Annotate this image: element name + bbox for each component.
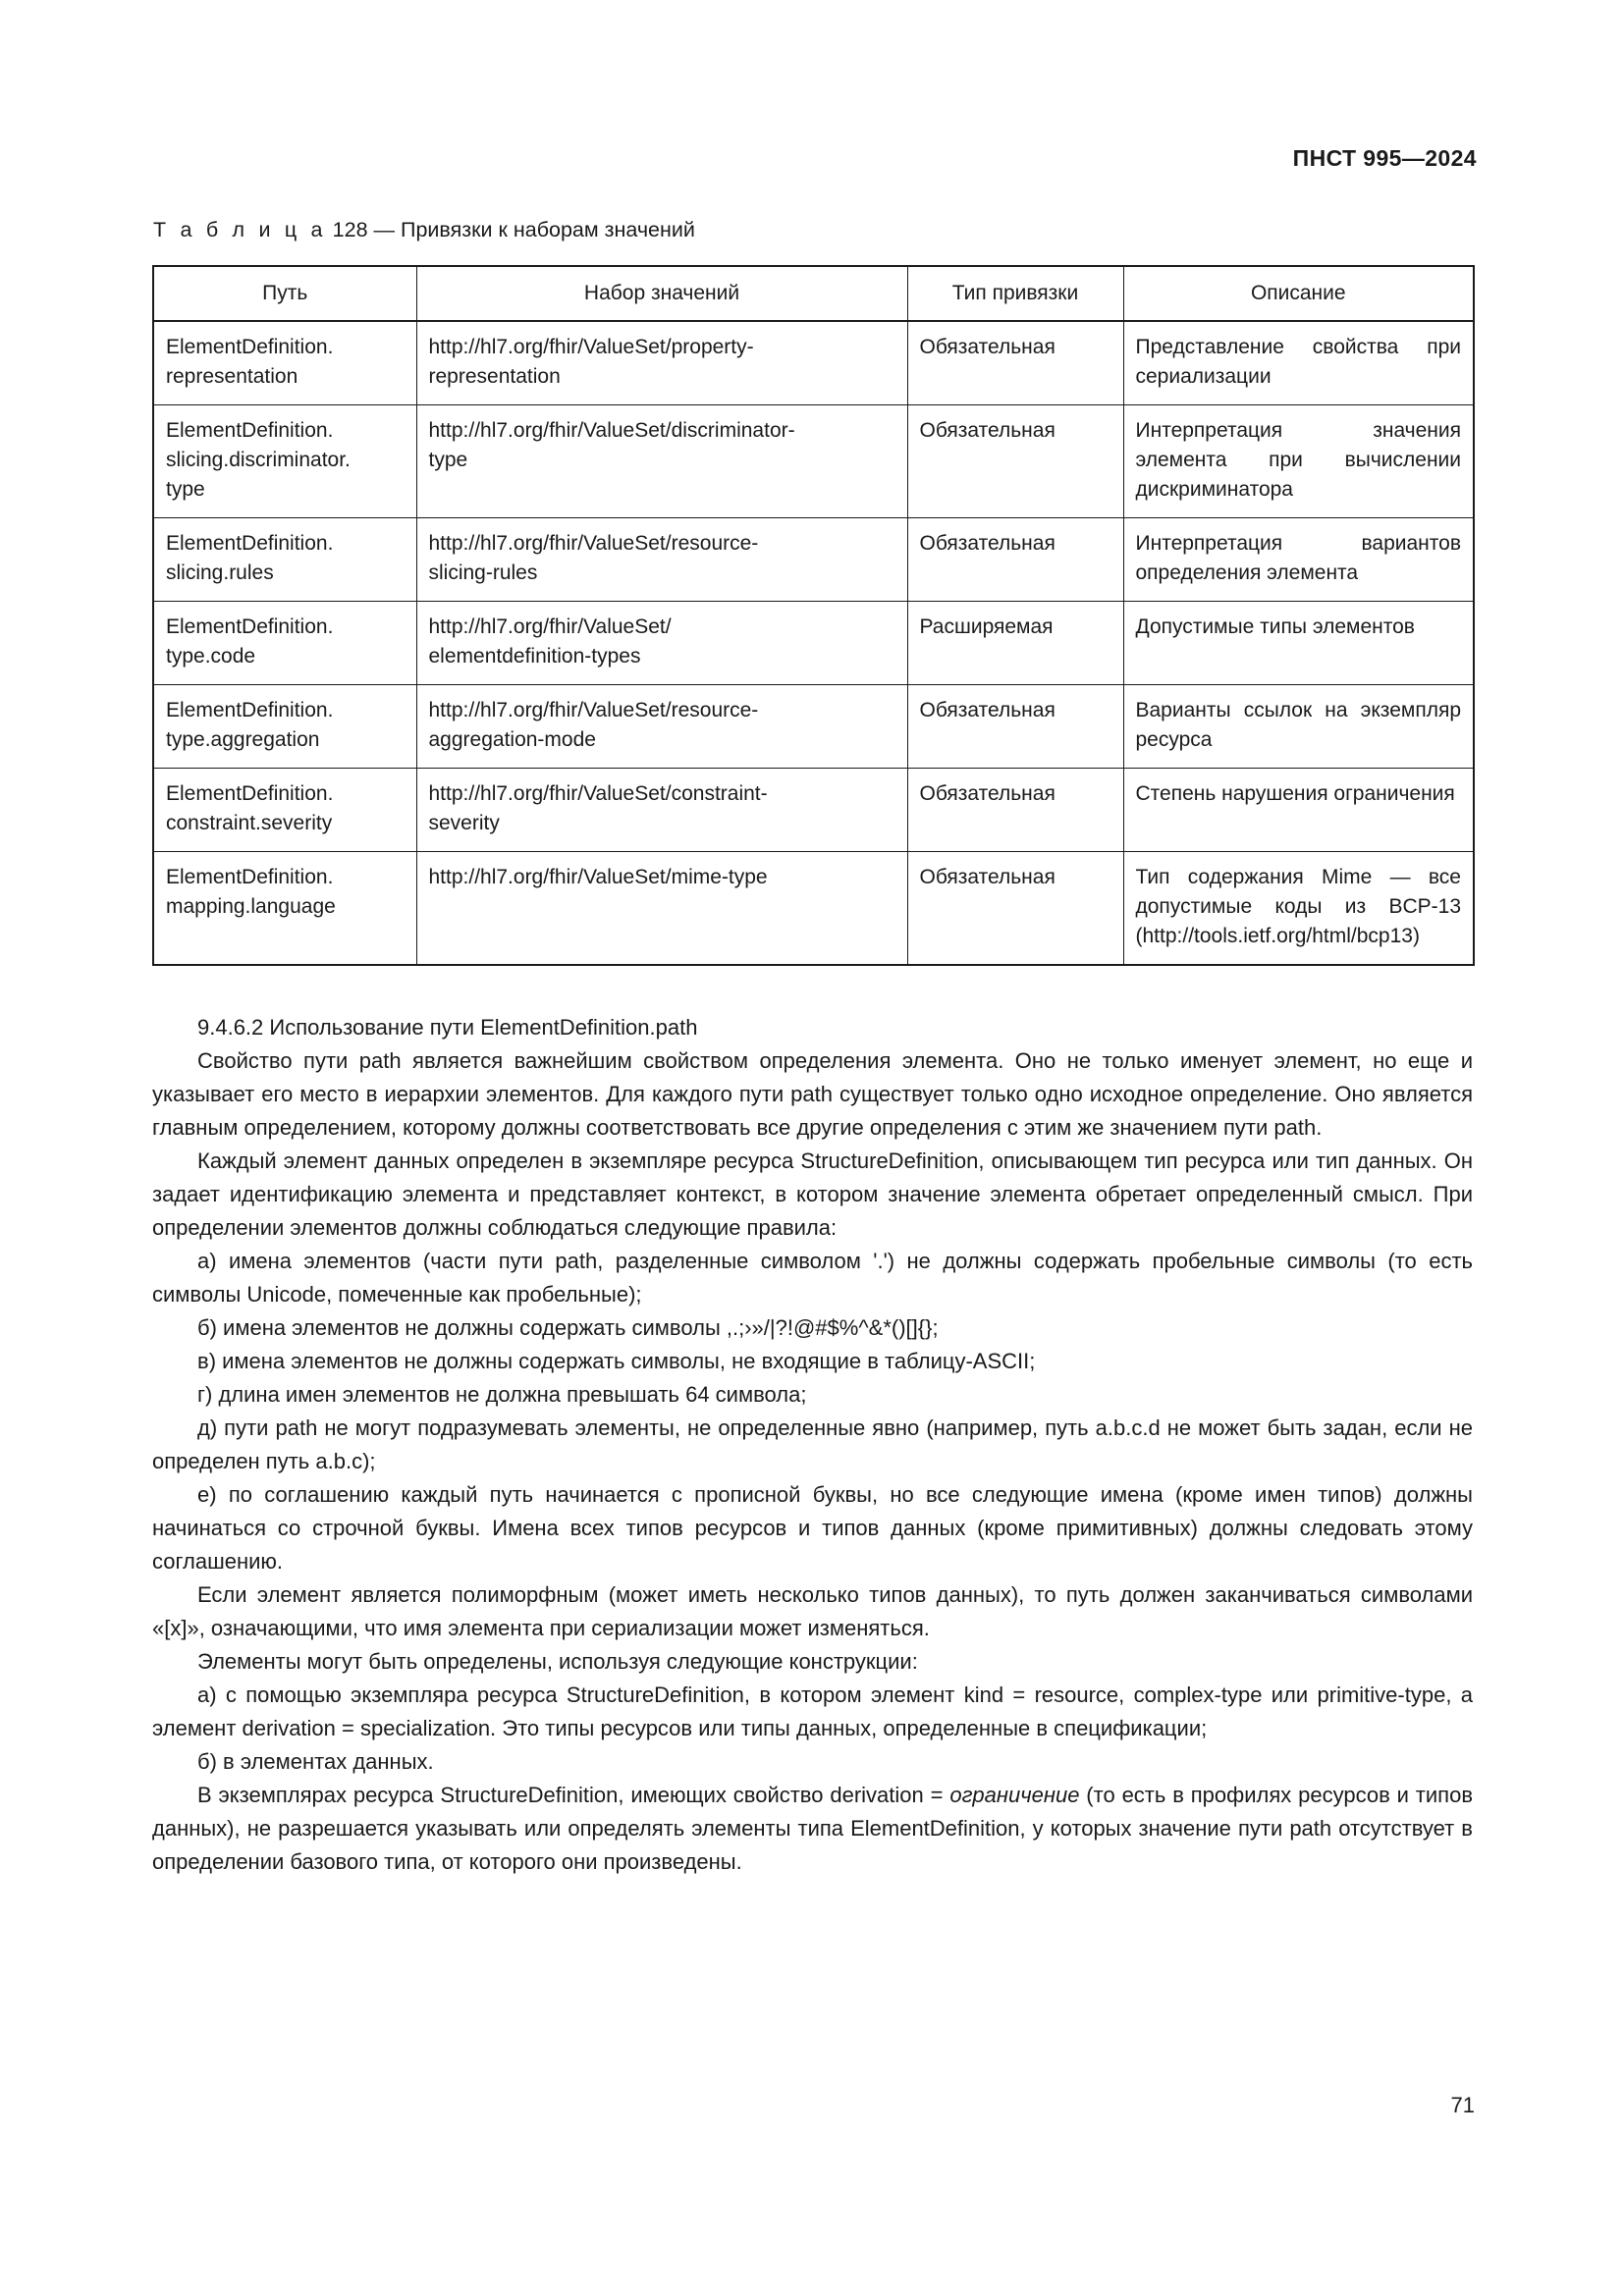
- cell-description: Тип содержания Mime — все допустимые коды из BCP-13 (http://tools.ietf.org/html/bcp13): [1123, 852, 1474, 966]
- column-header-description: Описание: [1123, 266, 1474, 321]
- cell-path: ElementDefinition. representation: [153, 321, 416, 405]
- column-header-bindingtype: Тип привязки: [907, 266, 1123, 321]
- cell-valueset: http://hl7.org/fhir/ValueSet/constraint- severity: [416, 769, 907, 852]
- list-item-g: г) длина имен элементов не должна превышать 64 символа;: [197, 1381, 807, 1407]
- cell-binding-type: Обязательная: [907, 321, 1123, 405]
- cell-valueset: http://hl7.org/fhir/ValueSet/resource- slicing-rules: [416, 518, 907, 602]
- list-item-b2: б) в элементах данных.: [197, 1748, 434, 1774]
- paragraph-path-property: Свойство пути path является важнейшим свойством определения элемента. Оно не только именует элемент, но еще и указывает его место в иерархии элементов. Для каждого пути path существует только одно исходное определение. Оно является главным определением, которому должны соответствовать все другие определения с этим же значением пути path.: [152, 1047, 1473, 1140]
- cell-description: Степень нарушения ограничения: [1123, 769, 1474, 852]
- table-row: [153, 769, 1474, 852]
- derivation-text-part2: (то есть в профилях ресурсов и типов данных), не разрешается указывать или определять элементы типа ElementDefinition, у которых значение пути path отсутствует в определении базового типа, от которого они произведены.: [152, 1782, 1474, 1874]
- cell-binding-type: Обязательная: [907, 769, 1123, 852]
- column-header-path: Путь: [153, 266, 416, 321]
- cell-valueset: http://hl7.org/fhir/ValueSet/discriminator- type: [416, 405, 907, 518]
- paragraph-data-element: Каждый элемент данных определен в экземпляре ресурса StructureDefinition, описывающем тип ресурса или тип данных. Он задает идентификацию элемента и представляет контекст, в котором значение элемента обретает определенный смысл. При определении элементов должны соблюдаться следующие правила:: [152, 1148, 1473, 1240]
- cell-description: Интерпретация вариантов определения элемента: [1123, 518, 1474, 602]
- body-text: [152, 1011, 1473, 1879]
- cell-binding-type: Расширяемая: [907, 602, 1123, 685]
- list-item-b: б) имена элементов не должны содержать символы ,.;›»/|?!@#$%^&*()[]{};: [197, 1314, 939, 1340]
- cell-path: ElementDefinition. constraint.severity: [153, 769, 416, 852]
- cell-valueset: http://hl7.org/fhir/ValueSet/property- representation: [416, 321, 907, 405]
- bindings-table: [152, 265, 1475, 966]
- table-caption: [153, 218, 695, 242]
- derivation-italic-term: ограничение: [949, 1782, 1080, 1807]
- cell-description: Допустимые типы элементов: [1123, 602, 1474, 685]
- table-row: [153, 852, 1474, 966]
- table-row: [153, 602, 1474, 685]
- table-caption-number: 128: [332, 218, 368, 241]
- cell-binding-type: Обязательная: [907, 518, 1123, 602]
- column-header-valueset: Набор значений: [416, 266, 907, 321]
- table-caption-label: Т а б л и ц а: [153, 218, 327, 241]
- table-header-row: [153, 266, 1474, 321]
- list-item-a: а) имена элементов (части пути path, разделенные символом '.') не должны содержать пробельные символы (то есть символы Unicode, помеченные как пробельные);: [152, 1248, 1473, 1307]
- cell-description: Варианты ссылок на экземпляр ресурса: [1123, 685, 1474, 769]
- page-number: 71: [1450, 2093, 1475, 2117]
- cell-valueset: http://hl7.org/fhir/ValueSet/ elementdefinition-types: [416, 602, 907, 685]
- running-header-standard-id: ПНСТ 995—2024: [1292, 145, 1477, 171]
- table-row: [153, 321, 1474, 405]
- list-item-v: в) имена элементов не должны содержать символы, не входящие в таблицу-ASCII;: [197, 1348, 1036, 1373]
- cell-valueset: http://hl7.org/fhir/ValueSet/mime-type: [416, 852, 907, 966]
- cell-binding-type: Обязательная: [907, 685, 1123, 769]
- cell-path: ElementDefinition. slicing.rules: [153, 518, 416, 602]
- cell-path: ElementDefinition. mapping.language: [153, 852, 416, 966]
- cell-binding-type: Обязательная: [907, 852, 1123, 966]
- derivation-text-part1: В экземплярах ресурса StructureDefinition, имеющих свойство derivation =: [197, 1782, 950, 1807]
- section-heading: 9.4.6.2 Использование пути ElementDefinition.path: [197, 1015, 698, 1040]
- list-item-d: д) пути path не могут подразумевать элементы, не определенные явно (например, путь a.b.c.d не может быть задан, если не определен путь a.b.c);: [152, 1415, 1473, 1473]
- cell-valueset: http://hl7.org/fhir/ValueSet/resource- aggregation-mode: [416, 685, 907, 769]
- table-row: [153, 518, 1474, 602]
- paragraph-derivation-constraint: [152, 1779, 1473, 1879]
- list-item-a2: а) с помощью экземпляра ресурса StructureDefinition, в котором элемент kind = resource, complex-type или primitive-type, а элемент derivation = specialization. Это типы ресурсов или типы данных, определенные в спецификации;: [152, 1682, 1473, 1740]
- cell-description: Представление свойства при сериализации: [1123, 321, 1474, 405]
- list-item-e: е) по соглашению каждый путь начинается с прописной буквы, но все следующие имена (кроме имен типов) должны начинаться со строчной буквы. Имена всех типов ресурсов и типов данных (кроме примитивных) должны следовать этому соглашению.: [152, 1481, 1473, 1574]
- cell-path: ElementDefinition. slicing.discriminator. type: [153, 405, 416, 518]
- table-row: [153, 685, 1474, 769]
- cell-binding-type: Обязательная: [907, 405, 1123, 518]
- cell-path: ElementDefinition. type.code: [153, 602, 416, 685]
- cell-description: Интерпретация значения элемента при вычислении дискриминатора: [1123, 405, 1474, 518]
- cell-path: ElementDefinition. type.aggregation: [153, 685, 416, 769]
- table-row: [153, 405, 1474, 518]
- paragraph-polymorphic: Если элемент является полиморфным (может иметь несколько типов данных), то путь должен заканчиваться символами «[x]», означающими, что имя элемента при сериализации может изменяться.: [152, 1581, 1473, 1640]
- paragraph-constructions: Элементы могут быть определены, используя следующие конструкции:: [197, 1648, 918, 1674]
- table-caption-title: Привязки к наборам значений: [401, 218, 695, 241]
- table-caption-dash: —: [373, 218, 396, 241]
